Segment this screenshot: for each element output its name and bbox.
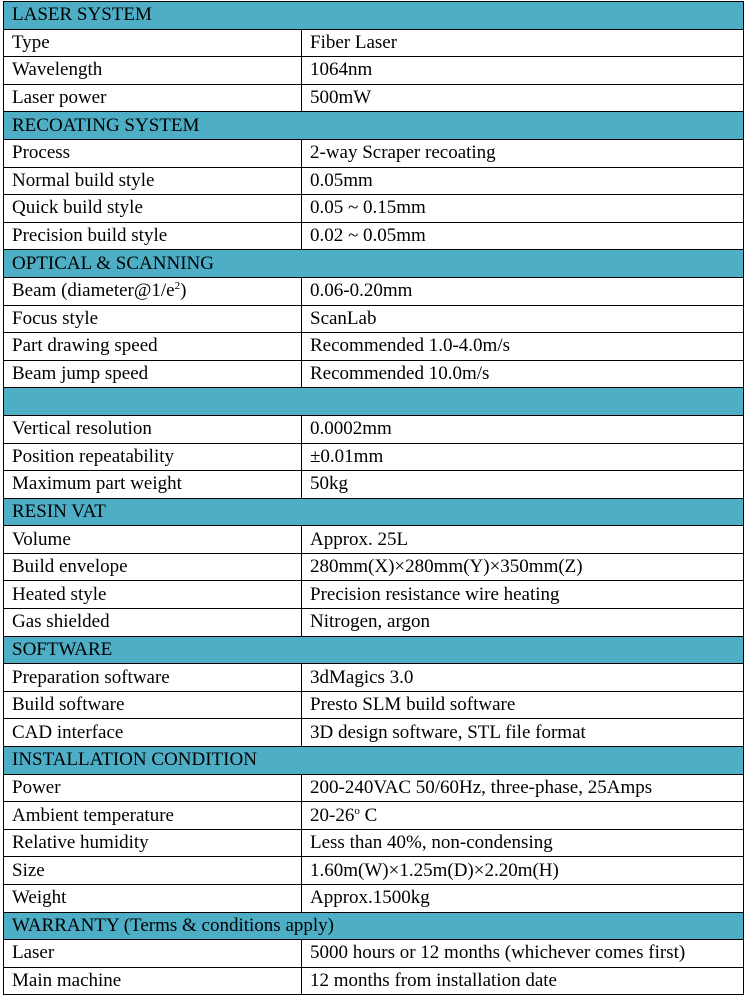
spec-value [302,609,744,637]
spec-value [302,29,744,57]
spec-value [302,277,744,305]
spec-label [4,222,302,250]
closing-paren: ) [180,280,187,302]
spec-value [302,222,744,250]
superscript: 2 [174,280,181,293]
spec-value [302,139,744,167]
table-row [4,691,744,719]
spec-label [4,471,302,499]
spec-value [302,802,744,830]
spec-value [302,940,744,968]
spec-label [4,967,302,995]
spec-value-text: 2-way Scraper recoating [310,142,496,164]
spec-label [4,84,302,112]
spec-label-text: Precision build style [12,225,168,247]
spec-label-text: Beam (diameter@1/e [12,280,175,302]
table-row [4,664,744,692]
section-title: WARRANTY (Terms & conditions apply) [4,912,744,940]
section-header-software [4,636,744,664]
spec-value [302,57,744,85]
spec-value [302,691,744,719]
spec-label [4,443,302,471]
spec-label-text: Heated style [12,583,107,605]
section-title: OPTICAL & SCANNING [4,250,744,278]
section-header-laser-system [4,2,744,30]
spec-label [4,691,302,719]
spec-value-text: Approx.1500kg [310,887,430,909]
spec-label [4,940,302,968]
spec-label-text: Maximum part weight [12,473,182,495]
table-row [4,940,744,968]
spec-label-text: Volume [12,528,71,550]
spec-label-text: Weight [12,887,67,909]
spec-label-text: Part drawing speed [12,335,158,357]
spec-value [302,333,744,361]
table-row [4,967,744,995]
table-row [4,471,744,499]
spec-value [302,360,744,388]
section-title: SOFTWARE [4,636,744,664]
spec-value [302,664,744,692]
spec-label-text: Main machine [12,970,122,992]
spec-value [302,305,744,333]
spec-value [302,553,744,581]
section-title: INSTALLATION CONDITION [4,747,744,775]
spec-label [4,829,302,857]
spec-label-text: Quick build style [12,197,143,219]
table-row [4,222,744,250]
spec-label [4,885,302,913]
table-row [4,609,744,637]
spec-label [4,774,302,802]
spec-label-text: Beam jump speed [12,363,149,385]
spec-label [4,167,302,195]
spec-value [302,443,744,471]
spec-label [4,195,302,223]
table-row [4,774,744,802]
spec-value-text: 0.05 ~ 0.15mm [310,197,426,219]
spec-value [302,471,744,499]
spec-value [302,526,744,554]
spec-label [4,277,302,305]
spec-value-text: 280mm(X)×280mm(Y)×350mm(Z) [310,556,583,578]
section-header-recoating-system [4,112,744,140]
spec-label [4,664,302,692]
spec-value [302,581,744,609]
spec-value [302,167,744,195]
spec-value-text: Nitrogen, argon [310,611,430,633]
table-row [4,333,744,361]
section-header-optical-scanning [4,250,744,278]
spec-label-text: Size [12,859,45,881]
spec-label-text: Position repeatability [12,445,175,467]
spec-value-text: ±0.01mm [310,445,384,467]
spec-value-text: 200-240VAC 50/60Hz, three-phase, 25Amps [310,776,653,798]
spec-table-body [4,2,744,995]
spec-value-text: 12 months from installation date [310,970,557,992]
spec-value-text: 3dMagics 3.0 [310,666,414,688]
spec-value-text: 500mW [310,87,372,109]
spec-value-text: ScanLab [310,307,377,329]
temperature-unit: C [359,804,378,826]
section-header-warranty-terms-conditions-apply [4,912,744,940]
spec-label [4,415,302,443]
table-row [4,829,744,857]
table-row [4,802,744,830]
table-row [4,719,744,747]
spec-label-text: Wavelength [12,59,103,81]
table-row [4,84,744,112]
table-row [4,195,744,223]
spec-value-text: 5000 hours or 12 months (whichever comes first) [310,942,686,964]
degree-superscript: o [354,804,360,817]
spec-label-text: Laser [12,942,55,964]
spec-value [302,829,744,857]
spec-label [4,526,302,554]
section-title: RECOATING SYSTEM [4,112,744,140]
spec-value [302,885,744,913]
spec-label [4,581,302,609]
spec-value [302,967,744,995]
table-row [4,415,744,443]
spec-value-text: 1.60m(W)×1.25m(D)×2.20m(H) [310,859,559,881]
table-row [4,581,744,609]
spec-label [4,333,302,361]
table-row [4,553,744,581]
table-row [4,526,744,554]
spec-label-text: CAD interface [12,721,124,743]
spec-label [4,305,302,333]
spec-value-text: Precision resistance wire heating [310,583,560,605]
spec-value-text: 20-26 [310,804,355,826]
spec-label [4,139,302,167]
spec-value [302,857,744,885]
table-row [4,139,744,167]
spec-label [4,553,302,581]
table-row [4,305,744,333]
table-row [4,277,744,305]
table-row [4,167,744,195]
spec-label [4,857,302,885]
spec-value [302,415,744,443]
spec-label-text: Preparation software [12,666,170,688]
spec-value [302,84,744,112]
spec-value-text: 0.05mm [310,169,373,191]
section-title [4,388,744,416]
spec-value-text: Fiber Laser [310,31,398,53]
spec-label [4,29,302,57]
spec-label [4,57,302,85]
spec-label-text: Ambient temperature [12,804,174,826]
spec-label-text: Gas shielded [12,611,110,633]
section-header-resin-vat [4,498,744,526]
spec-label [4,360,302,388]
spec-value-text: Approx. 25L [310,528,409,550]
table-row [4,443,744,471]
spec-value-text: Recommended 10.0m/s [310,363,490,385]
spec-label-text: Normal build style [12,169,155,191]
table-row [4,857,744,885]
section-title: LASER SYSTEM [4,2,744,30]
spec-value [302,719,744,747]
table-row [4,360,744,388]
spec-value-text: Presto SLM build software [310,694,516,716]
spec-value-text: Less than 40%, non-condensing [310,832,553,854]
spec-label-text: Build envelope [12,556,128,578]
table-row [4,29,744,57]
spec-label [4,802,302,830]
spec-label-text: Focus style [12,307,99,329]
spec-value-text: 0.06-0.20mm [310,280,413,302]
spec-value-text: 3D design software, STL file format [310,721,586,743]
table-row [4,57,744,85]
section-title: RESIN VAT [4,498,744,526]
spec-label-text: Process [12,142,71,164]
spec-label-text: Laser power [12,87,107,109]
spec-label [4,609,302,637]
section-header-blank [4,388,744,416]
spec-label-text: Build software [12,694,125,716]
spec-value-text: 1064nm [310,59,373,81]
spec-label-text: Power [12,776,61,798]
spec-label-text: Relative humidity [12,832,149,854]
spec-value-text: 50kg [310,473,348,495]
table-row [4,885,744,913]
spec-label-text: Type [12,31,50,53]
spec-label [4,719,302,747]
spec-value [302,195,744,223]
spec-value-text: 0.02 ~ 0.05mm [310,225,426,247]
spec-value-text: Recommended 1.0-4.0m/s [310,335,510,357]
spec-value [302,774,744,802]
spec-label-text: Vertical resolution [12,418,152,440]
spec-value-text: 0.0002mm [310,418,392,440]
spec-table [3,1,744,995]
section-header-installation-condition [4,747,744,775]
